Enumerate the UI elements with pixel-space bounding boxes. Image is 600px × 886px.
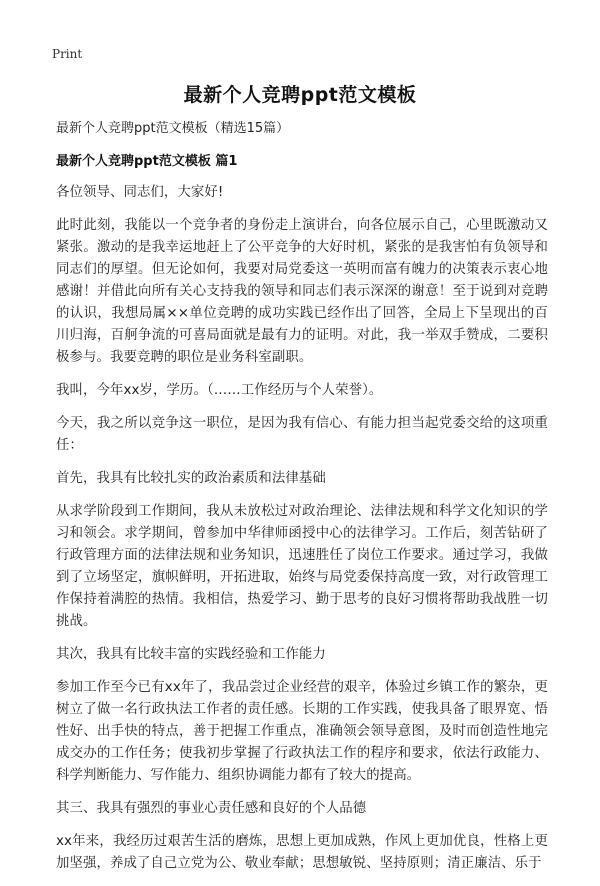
print-link[interactable]: Print xyxy=(52,47,83,61)
page-title: 最新个人竞聘ppt范文模板 xyxy=(183,84,417,106)
section-heading: 最新个人竞聘ppt范文模板 篇1 xyxy=(56,154,238,169)
paragraph-personal-info: 我叫，今年xx岁，学历。（……工作经历与个人荣誉）。 xyxy=(56,383,383,398)
paragraph-point-3-heading: 其三、我具有强烈的事业心责任感和良好的个人品德 xyxy=(56,801,367,816)
document-body xyxy=(56,118,548,886)
paragraph-point-2-heading: 其次，我具有比较丰富的实践经验和工作能力 xyxy=(56,647,326,662)
paragraph-reason: 今天，我之所以竞争这一职位，是因为我有信心、有能力担当起党委交给的这项重任： xyxy=(56,416,548,453)
paragraph-point-3-body: xx年来，我经历过艰苦生活的磨炼，思想上更加成熟，作风上更加优良，性格上更加坚强，养成了自己立党为公、敬业奉献；思想敏锐、坚持原则；清正廉洁、乐于 xyxy=(56,834,548,871)
paragraph-greeting: 各位领导、同志们，大家好! xyxy=(56,185,224,200)
paragraph-point-1-heading: 首先，我具有比较扎实的政治素质和法律基础 xyxy=(56,471,326,486)
paragraph-intro: 此时此刻，我能以一个竞争者的身份走上演讲台，向各位展示自己，心里既激动又紧张。激动的是我幸运地赶上了公平竞争的大好时机，紧张的是我害怕有负领导和同志们的厚望。但无论如何，我要对局党委这一英明而富有魄力的决策表示衷心地感谢！并借此向所有关心支持我的领导和同志们表示深深的谢意！至于说到对竞聘的认识，我想局属××单位竞聘的成功实践已经作出了回答，全局上下呈现出的百川归海，百舸争流的可喜局面就是最有力的证明。对此，我一举双手赞成，二要积极参与。我要竞聘的职位是业务科室副职。 xyxy=(56,218,548,365)
paragraph-point-1-body: 从求学阶段到工作期间，我从未放松过对政治理论、法律法规和科学文化知识的学习和领会。求学期间，曾参加中华律师函授中心的法律学习。工作后，刻苦钻研了行政管理方面的法律法规和业务知识，迅速胜任了岗位工作要求。通过学习，我做到了立场坚定，旗帜鲜明，开拓进取，始终与局党委保持高度一致，对行政管理工作保持着满腔的热情。我相信，热爱学习、勤于思考的良好习惯将帮助我战胜一切挑战。 xyxy=(56,504,548,629)
document-subtitle: 最新个人竞聘ppt范文模板（精选15篇） xyxy=(56,121,290,136)
paragraph-point-2-body: 参加工作至今已有xx年了，我品尝过企业经营的艰辛，体验过乡镇工作的繁杂，更树立了做一名行政执法工作者的责任感。长期的工作实践，使我具备了眼界宽、悟性好、出手快的特点，善于把握工作重点，准确领会领导意图，及时而创造性地完成交办的工作任务；使我初步掌握了行政执法工作的程序和要求，依法行政能力、科学判断能力、写作能力、组织协调能力都有了较大的提高。 xyxy=(56,680,548,783)
